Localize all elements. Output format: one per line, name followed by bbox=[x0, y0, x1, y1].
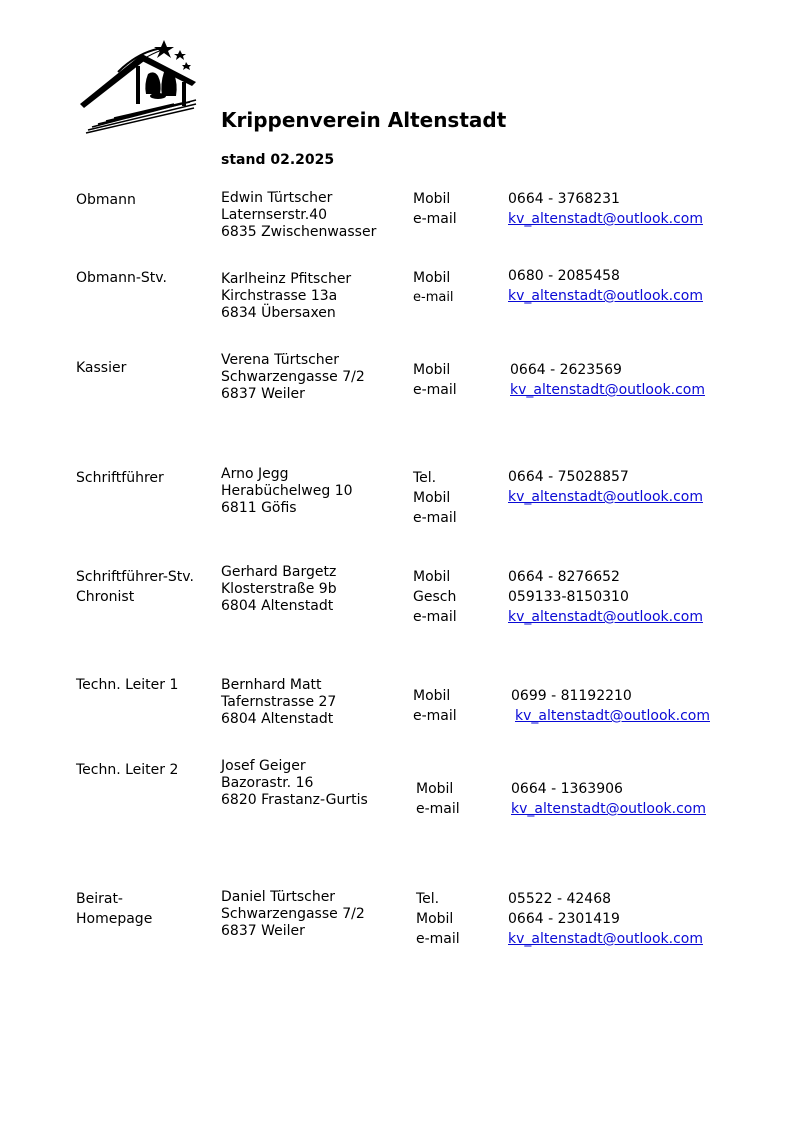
contact-labels bbox=[413, 268, 454, 308]
email-link[interactable]: kv_altenstadt@outlook.com bbox=[511, 801, 706, 817]
person-name: Arno Jegg bbox=[221, 466, 289, 482]
role bbox=[76, 190, 136, 210]
label-mobil: Mobil bbox=[413, 688, 451, 704]
contact-values bbox=[511, 779, 706, 819]
contact-labels bbox=[413, 189, 457, 229]
label-email: e-mail bbox=[413, 609, 457, 625]
nativity-icon bbox=[78, 38, 202, 134]
role-line: Homepage bbox=[76, 911, 153, 927]
address bbox=[221, 889, 365, 940]
role-line: Schriftführer bbox=[76, 470, 164, 486]
contact-labels bbox=[413, 567, 457, 627]
contact-values bbox=[508, 189, 703, 229]
street: Bazorastr. 16 bbox=[221, 775, 314, 791]
role-line: Kassier bbox=[76, 360, 127, 376]
email-link[interactable]: kv_altenstadt@outlook.com bbox=[510, 382, 705, 398]
stand-date: stand 02.2025 bbox=[221, 152, 335, 168]
address bbox=[221, 352, 365, 403]
contact-labels bbox=[416, 889, 460, 949]
contact-values bbox=[510, 360, 705, 400]
label-mobil: Mobil bbox=[413, 569, 451, 585]
contact-values bbox=[508, 889, 703, 949]
contact-labels bbox=[413, 360, 457, 400]
role bbox=[76, 567, 194, 607]
street: Tafernstrasse 27 bbox=[221, 694, 337, 710]
address bbox=[221, 677, 336, 728]
email-link[interactable]: kv_altenstadt@outlook.com bbox=[515, 708, 710, 724]
phone-gesch: 059133-8150310 bbox=[508, 589, 629, 605]
contact-values bbox=[508, 467, 703, 507]
label-email: e-mail bbox=[413, 211, 457, 227]
person-name: Karlheinz Pfitscher bbox=[221, 271, 352, 287]
address bbox=[221, 271, 351, 322]
label-mobil: Mobil bbox=[413, 490, 451, 506]
street: Kirchstrasse 13a bbox=[221, 288, 338, 304]
city: 6804 Altenstadt bbox=[221, 711, 334, 727]
address bbox=[221, 564, 337, 615]
city: 6837 Weiler bbox=[221, 923, 305, 939]
label-tel: Tel. bbox=[416, 891, 440, 907]
role-line: Beirat- bbox=[76, 891, 123, 907]
label-email: e-mail bbox=[413, 510, 457, 526]
contact-labels bbox=[413, 686, 457, 726]
role bbox=[76, 358, 126, 378]
label-email: e-mail bbox=[416, 801, 460, 817]
role-line: Obmann bbox=[76, 192, 136, 208]
role bbox=[76, 468, 164, 488]
phone-mobil: 0664 - 1363906 bbox=[511, 781, 623, 797]
label-email: e-mail bbox=[413, 382, 457, 398]
city: 6811 Göfis bbox=[221, 500, 297, 516]
label-mobil: Mobil bbox=[413, 191, 451, 207]
role-line: Techn. Leiter 2 bbox=[76, 762, 179, 778]
role bbox=[76, 675, 178, 695]
phone-mobil: 0664 - 75028857 bbox=[508, 469, 629, 485]
email-link[interactable]: kv_altenstadt@outlook.com bbox=[508, 288, 703, 304]
address bbox=[221, 190, 376, 241]
phone-mobil: 0664 - 8276652 bbox=[508, 569, 620, 585]
city: 6820 Frastanz-Gurtis bbox=[221, 792, 368, 808]
phone-mobil: 0664 - 2623569 bbox=[510, 362, 622, 378]
role-line: Schriftführer-Stv. bbox=[76, 569, 194, 585]
phone-mobil: 0664 - 2301419 bbox=[508, 911, 620, 927]
contact-labels bbox=[413, 468, 457, 528]
label-mobil: Mobil bbox=[416, 781, 454, 797]
city: 6837 Weiler bbox=[221, 386, 305, 402]
person-name: Gerhard Bargetz bbox=[221, 564, 337, 580]
street: Schwarzengasse 7/2 bbox=[221, 369, 365, 385]
person-name: Daniel Türtscher bbox=[221, 889, 336, 905]
city: 6834 Übersaxen bbox=[221, 305, 336, 321]
role-line: Obmann-Stv. bbox=[76, 270, 167, 286]
person-name: Verena Türtscher bbox=[221, 352, 340, 368]
email-link[interactable]: kv_altenstadt@outlook.com bbox=[508, 931, 703, 947]
person-name: Josef Geiger bbox=[221, 758, 306, 774]
label-mobil: Mobil bbox=[416, 911, 454, 927]
page-title: Krippenverein Altenstadt bbox=[221, 108, 507, 132]
label-email: e-mail bbox=[413, 290, 454, 305]
label-mobil: Mobil bbox=[413, 362, 451, 378]
contact-labels bbox=[416, 779, 460, 819]
email-link[interactable]: kv_altenstadt@outlook.com bbox=[508, 489, 703, 505]
city: 6835 Zwischenwasser bbox=[221, 224, 377, 240]
phone-mobil: 0699 - 81192210 bbox=[511, 688, 632, 704]
person-name: Edwin Türtscher bbox=[221, 190, 333, 206]
street: Herabüchelweg 10 bbox=[221, 483, 353, 499]
label-tel: Tel. bbox=[413, 470, 437, 486]
email-link[interactable]: kv_altenstadt@outlook.com bbox=[508, 211, 703, 227]
person-name: Bernhard Matt bbox=[221, 677, 322, 693]
street: Laternserstr.40 bbox=[221, 207, 328, 223]
street: Klosterstraße 9b bbox=[221, 581, 337, 597]
contact-values bbox=[511, 686, 710, 726]
nativity-logo bbox=[78, 38, 202, 134]
label-email: e-mail bbox=[416, 931, 460, 947]
contact-values bbox=[508, 266, 703, 306]
phone-mobil: 0680 - 2085458 bbox=[508, 268, 620, 284]
phone-mobil: 0664 - 3768231 bbox=[508, 191, 620, 207]
role-line: Chronist bbox=[76, 589, 135, 605]
label-mobil: Mobil bbox=[413, 270, 451, 286]
phone-tel: 05522 - 42468 bbox=[508, 891, 612, 907]
city: 6804 Altenstadt bbox=[221, 598, 334, 614]
contact-values bbox=[508, 567, 703, 627]
street: Schwarzengasse 7/2 bbox=[221, 906, 365, 922]
label-gesch: Gesch bbox=[413, 589, 457, 605]
email-link[interactable]: kv_altenstadt@outlook.com bbox=[508, 609, 703, 625]
role-line: Techn. Leiter 1 bbox=[76, 677, 179, 693]
address bbox=[221, 758, 368, 809]
role bbox=[76, 889, 152, 929]
role bbox=[76, 760, 178, 780]
role bbox=[76, 268, 167, 288]
label-email: e-mail bbox=[413, 708, 457, 724]
address bbox=[221, 466, 353, 517]
